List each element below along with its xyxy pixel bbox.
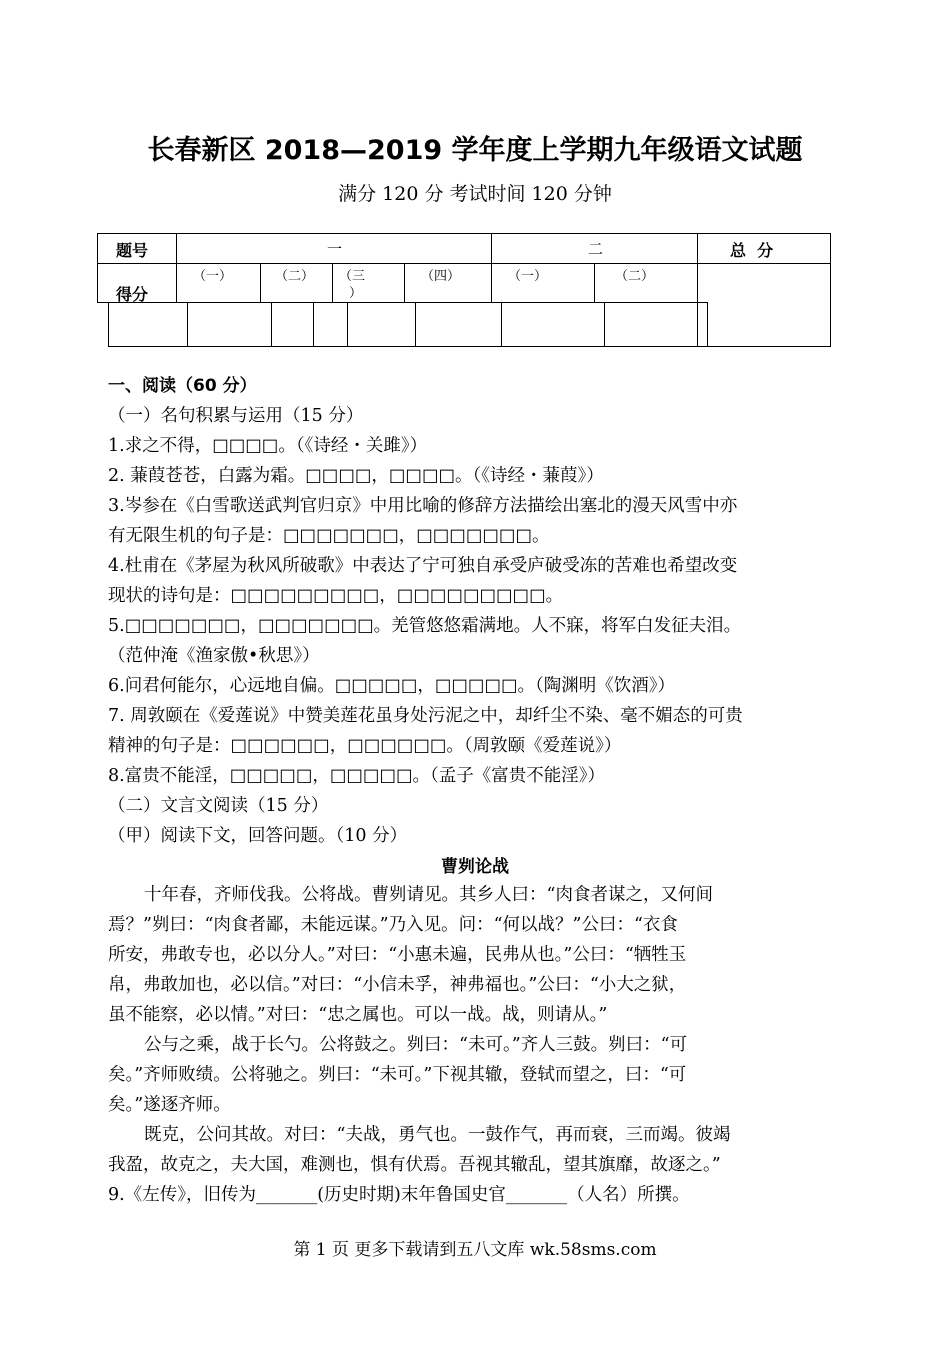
question-9: 9.《左传》，旧传为_______(历史时期)末年鲁国史官_______（人名）所撰。 xyxy=(108,1185,690,1205)
passage-line: 我盈，故克之，夫大国，难测也，惧有伏焉。吾视其辙乱，望其旗靡，故逐之。” xyxy=(108,1155,721,1175)
question-6: 6.问君何能尔，心远地自偏。□□□□□，□□□□□。（陶渊明《饮酒》） xyxy=(108,676,676,696)
question-7: 7. 周敦颐在《爱莲说》中赞美莲花虽身处污泥之中，却纤尘不染、毫不媚态的可贵 xyxy=(108,706,743,726)
score-blank xyxy=(108,302,188,347)
question-3-cont: 有无限生机的句子是：□□□□□□□，□□□□□□□。 xyxy=(108,526,550,546)
table-label-score: 得分 xyxy=(97,263,177,303)
table-sub-6: （二） xyxy=(594,263,698,303)
question-4: 4.杜甫在《茅屋为秋风所破歌》中表达了宁可独自承受庐破受冻的苦难也希望改变 xyxy=(108,556,738,576)
question-2: 2. 蒹葭苍苍，白露为霜。□□□□，□□□□。（《诗经・蒹葭》） xyxy=(108,466,604,486)
score-blank xyxy=(313,302,348,347)
table-sub-1: （一） xyxy=(176,263,261,303)
score-blank xyxy=(415,302,502,347)
passage-title: 曹刿论战 xyxy=(441,857,509,877)
passage-line: 既克，公问其故。对曰：“夫战，勇气也。一鼓作气，再而衰，三而竭。彼竭 xyxy=(144,1125,731,1145)
question-8: 8.富贵不能淫，□□□□□，□□□□□。（孟子《富贵不能淫》） xyxy=(108,766,606,786)
table-sub-2: （二） xyxy=(260,263,333,303)
passage-line: 公与之乘，战于长勺。公将鼓之。刿曰：“未可。”齐人三鼓。刿曰：“可 xyxy=(144,1035,688,1055)
score-blank xyxy=(187,302,272,347)
passage-line: 帛，弗敢加也，必以信。”对曰：“小信未孚，神弗福也。”公曰：“小大之狱， xyxy=(108,975,687,995)
passage-line: 焉？”刿曰：“肉食者鄙，未能远谋。”乃入见。问：“何以战？”公曰：“衣食 xyxy=(108,915,678,935)
page-footer: 第 1 页 更多下载请到五八文库 wk.58sms.com xyxy=(293,1240,657,1260)
score-blank xyxy=(604,302,708,347)
question-5: 5.□□□□□□□，□□□□□□□。羌管悠悠霜满地。人不寐，将军白发征夫泪。 xyxy=(108,616,742,636)
question-4-cont: 现状的诗句是：□□□□□□□□□，□□□□□□□□□。 xyxy=(108,586,564,606)
exam-info: 满分 120 分 考试时间 120 分钟 xyxy=(338,183,612,205)
page-title: 长春新区 2018—2019 学年度上学期九年级语文试题 xyxy=(147,135,803,166)
question-7-cont: 精神的句子是：□□□□□□，□□□□□□。（周敦颐《爱莲说》） xyxy=(108,736,622,756)
table-total-cell xyxy=(697,263,831,347)
table-sub-4: （四） xyxy=(404,263,492,303)
passage-line: 矣。”遂逐齐师。 xyxy=(108,1095,231,1115)
score-blank xyxy=(347,302,416,347)
question-5-cont: （范仲淹《渔家傲•秋思》） xyxy=(108,646,320,666)
section-heading: 一、阅读（60 分） xyxy=(108,376,257,396)
passage-line: 十年春，齐师伐我。公将战。曹刿请见。其乡人曰：“肉食者谋之，又何间 xyxy=(144,885,713,905)
passage-line: 虽不能察，必以情。”对曰：“忠之属也。可以一战。战，则请从。” xyxy=(108,1005,608,1025)
table-header-total: 总 分 xyxy=(697,233,831,264)
passage-line: 所安，弗敢专也，必以分人。”对曰：“小惠未遍，民弗从也。”公曰：“牺牲玉 xyxy=(108,945,687,965)
table-sub-3: （三 ） xyxy=(332,263,405,303)
table-sub-5: （一） xyxy=(491,263,595,303)
table-header-question: 题号 xyxy=(97,233,177,264)
question-1: 1.求之不得，□□□□。（《诗经・关雎》） xyxy=(108,436,428,456)
score-blank xyxy=(271,302,314,347)
passage-line: 矣。”齐师败绩。公将驰之。刿曰：“未可。”下视其辙，登轼而望之，曰：“可 xyxy=(108,1065,687,1085)
question-3: 3.岑参在《白雪歌送武判官归京》中用比喻的修辞方法描绘出塞北的漫天风雪中亦 xyxy=(108,496,738,516)
score-blank xyxy=(501,302,605,347)
reading-instruction: （甲）阅读下文，回答问题。（10 分） xyxy=(108,826,408,846)
subsection-heading: （二）文言文阅读（15 分） xyxy=(108,796,329,816)
table-header-part2: 二 xyxy=(491,233,698,264)
subsection-heading: （一）名句积累与运用（15 分） xyxy=(108,406,364,426)
table-header-part1: 一 xyxy=(176,233,492,264)
